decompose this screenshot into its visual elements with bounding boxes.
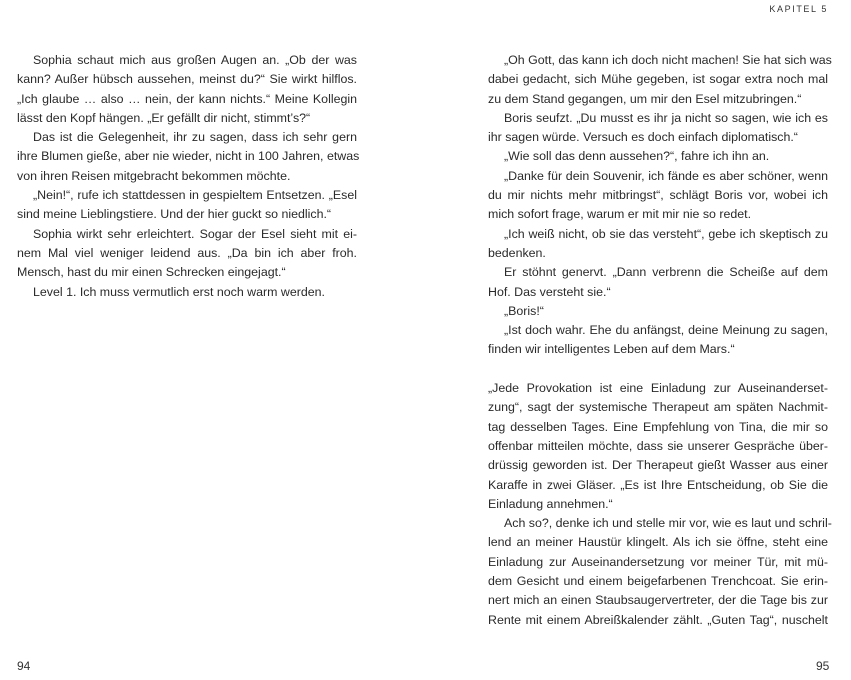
text-line: „Ist doch wahr. Ehe du anfängst, deine Meinung zu sagen, [504, 323, 828, 338]
text-line: Level 1. Ich muss vermutlich erst noch warm werden. [33, 284, 325, 299]
text-line: mich sofort frage, warum er mit mir nie so redet. [488, 207, 752, 222]
text-line: dabei gedacht, sich Mühe gegeben, ist sogar extra noch mal [488, 72, 828, 87]
text-line: Mensch, hast du mir einen Schrecken eingejagt.“ [17, 265, 286, 280]
text-line: nert mich an einen Staubsaugervertreter, der die Tage bis zur [488, 593, 828, 608]
text-line: Karaffe in zwei Gläser. „Es ist Ihre Entscheidung, ob Sie die [488, 477, 828, 492]
text-line: nem Mal viel weniger leidend aus. „Da bin ich aber froh. [17, 245, 357, 260]
text-line: sind meine Lieblingstiere. Und der hier guckt so niedlich.“ [17, 207, 332, 222]
text-line: Sophia schaut mich aus großen Augen an. „Ob der was [33, 53, 357, 67]
text-line: Einladung zur Auseinandersetzung vor meiner Tür, mit mü- [488, 554, 828, 569]
text-line: „Wie soll das denn aussehen?“, fahre ich ihn an. [504, 149, 770, 164]
text-line: kann? Außer hübsch aussehen, meinst du?“ Sie wirkt hilflos. [17, 72, 357, 87]
text-line: „Jede Provokation ist eine Einladung zur Auseinanderset- [488, 381, 828, 396]
text-line: „Oh Gott, das kann ich doch nicht machen! Sie hat sich was [504, 53, 832, 67]
text-line: von ihren Reisen mitgebracht bekommen möchte. [17, 168, 291, 183]
text-line: Ach so?, denke ich und stelle mir vor, wie es laut und schril- [504, 516, 832, 531]
text-line: Sophia wirkt sehr erleichtert. Sogar der Esel sieht mit ei- [33, 226, 357, 241]
text-line: Einladung annehmen.“ [488, 496, 613, 511]
text-line: du mir nichts mehr mitbringst“, schlägt Boris vor, wobei ich [488, 188, 828, 203]
text-line: bedenken. [488, 245, 546, 260]
text-line: drüssig geworden ist. Der Therapeut gießt Wasser aus einer [488, 458, 828, 473]
text-line: lässt den Kopf hängen. „Er gefällt dir nicht, stimmt’s?“ [17, 110, 311, 125]
right-page-number: 95 [816, 659, 830, 673]
text-line: „Danke für dein Souvenir, ich fände es aber schöner, wenn [504, 168, 828, 183]
text-line: „Ich glaube … also … nein, der kann nichts.“ Meine Kollegin [17, 91, 357, 106]
text-line: finden wir intelligentes Leben auf dem Mars.“ [488, 342, 735, 357]
text-line: Er stöhnt genervt. „Dann verbrenn die Scheiße auf dem [504, 265, 828, 280]
text-line: ihre Blumen gieße, aber nie wieder, nicht in 100 Jahren, etwas [17, 149, 360, 164]
right-page-text [488, 51, 832, 630]
text-line: lend an meiner Haustür klingelt. Als ich sie öffne, steht eine [488, 535, 828, 550]
text-line [488, 360, 828, 379]
text-line: Rente mit einem Abreißkalender zählt. „Guten Tag“, nuschelt [488, 612, 828, 627]
text-line: tag desselben Tages. Eine Empfehlung von Tina, die mir so [488, 419, 828, 434]
text-line: Das ist die Gelegenheit, ihr zu sagen, dass ich sehr gern [33, 130, 357, 145]
running-head: KAPITEL 5 [769, 4, 828, 14]
text-line: zung“, sagt der systemische Therapeut am späten Nachmit- [488, 400, 828, 415]
text-line: zu dem Stand gegangen, um mir den Esel mitzubringen.“ [488, 91, 802, 106]
text-line: „Nein!“, rufe ich stattdessen in gespieltem Entsetzen. „Esel [33, 188, 357, 203]
text-line: „Ich weiß nicht, ob sie das versteht“, gebe ich skeptisch zu [504, 226, 828, 241]
left-page [0, 0, 425, 680]
text-line: dem Gesicht und einem beigefarbenen Trenchcoat. Sie erin- [488, 574, 828, 589]
left-page-text [17, 51, 360, 302]
text-line: Hof. Das versteht sie.“ [488, 284, 611, 299]
text-line: offenbar mitteilen möchte, dass sie unserer Gespräche über- [488, 438, 828, 453]
text-line: „Boris!“ [504, 303, 544, 318]
text-line: Boris seufzt. „Du musst es ihr ja nicht so sagen, wie ich es [504, 110, 828, 125]
left-page-number: 94 [17, 659, 31, 673]
text-line: ihr sagen würde. Versuch es doch einfach diplomatisch.“ [488, 130, 798, 145]
